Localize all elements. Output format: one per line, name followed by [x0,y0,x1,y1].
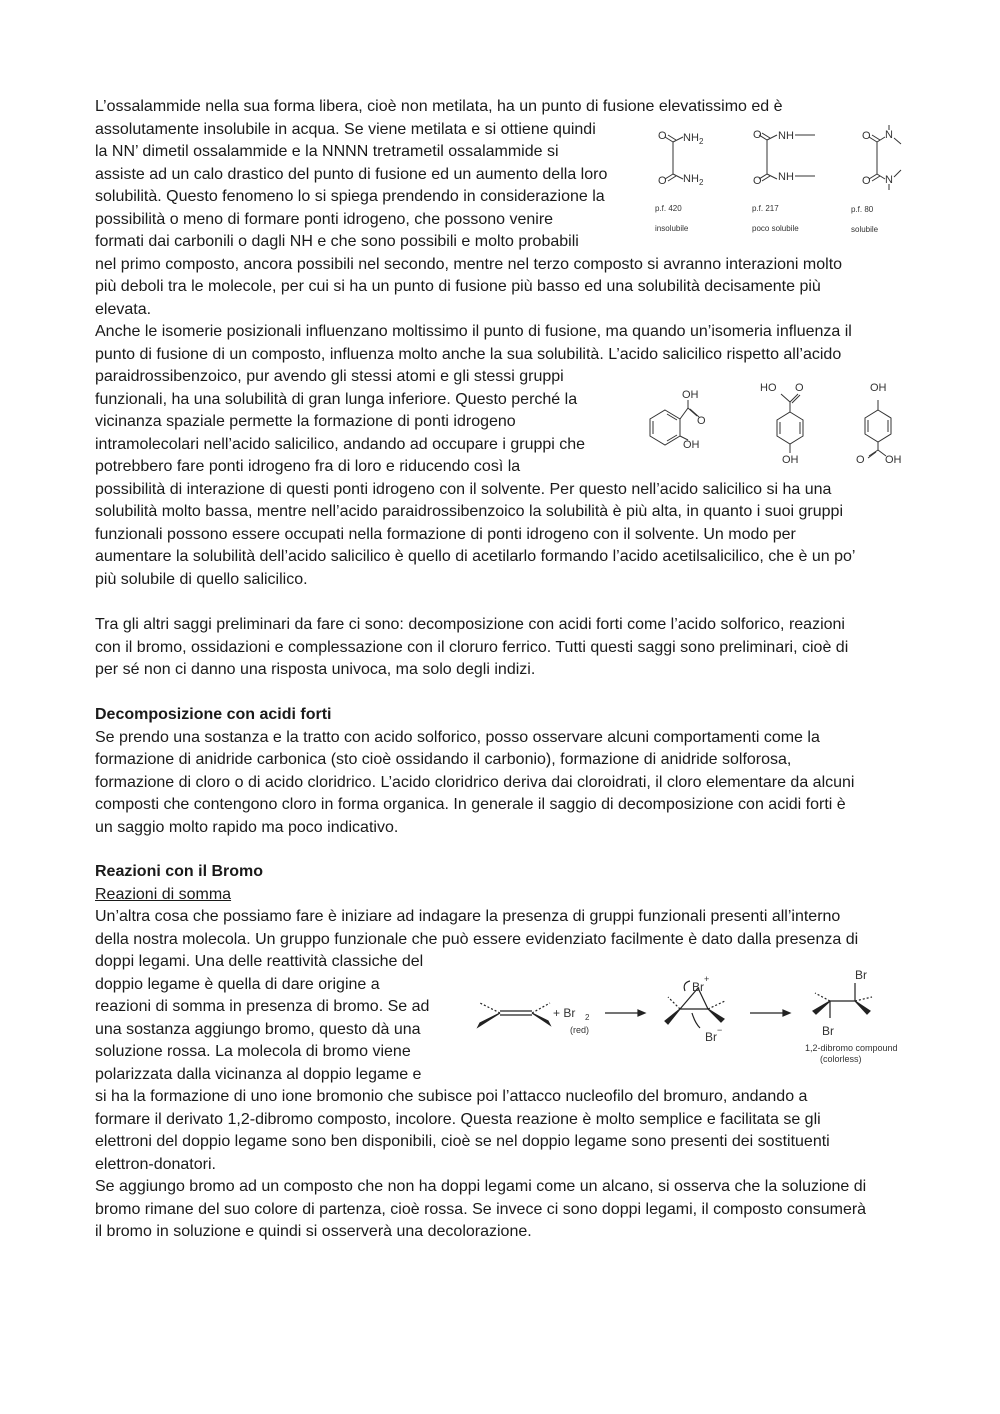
text-line: Anche le isomerie posizionali influenzano moltissimo il punto di fusione, ma quando un’isomeria influenza il [95,323,852,340]
atom-label: O [753,129,762,141]
atom-label: O [862,130,871,142]
text-line: assolutamente insolubile in acqua. Se viene metilata e si ottiene quindi [95,120,596,138]
text-line: formare il derivato 1,2-dibromo composto, incolore. Questa reazione è molto semplice e facilitata se gli [95,1110,821,1128]
atom-label: O [795,382,804,394]
text-line: paraidrossibenzoico, pur avendo gli stessi atomi e gli stessi gruppi [95,368,564,385]
text-line: L’ossalammide nella sua forma libera, cioè non metilata, ha un punto di fusione elevatissimo ed è [95,98,783,115]
text-line: Se aggiungo bromo ad un composto che non ha doppi legami come un alcano, si osserva che la soluzione di [95,1178,867,1195]
text-line: punto di fusione di un composto, influenza molto anche la sua solubilità. L’acido salicilico rispetto all’acido [95,345,842,363]
atom-label: O [862,175,871,187]
text-line: elettron-donatori. [95,1155,216,1173]
text-line: formazione di cloro o di acido cloridrico. L’acido cloridrico deriva dai cloroidrati, il cloro elementare da alcuni [95,773,855,791]
text-line: assiste ad un calo drastico del punto di fusione ed un aumento della loro [95,165,608,183]
atom-label: HO [760,382,777,394]
atom-label: O [856,454,865,466]
melting-point-label: p.f. 217 [752,204,779,213]
atom-label: 2 [699,137,704,146]
atom-label: OH [870,382,887,394]
text-line: doppi legami. Una delle reattività classiche del [95,953,424,970]
atom-label: NH [778,130,794,142]
product-label: 1,2-dibromo compound [805,1043,898,1053]
solubility-label: insolubile [655,224,689,233]
charge-label: + [704,974,710,984]
text-line: formazione di anidride carbonica (sto cioè ossidando il carbonio), formazione di anidride solforosa, [95,751,792,768]
atom-label: O [658,130,667,142]
text-line: composti che contengono cloro in forma organica. In generale il saggio di decomposizione con acidi forti è [95,796,846,813]
text-line: funzionali possono essere occupati nella formazione di ponti idrogeno con il solvente. Un modo per [95,525,796,543]
text-line: funzionali, ha una solubilità di gran lunga inferiore. Questo perché la [95,390,578,408]
text-line: potrebbero fare ponti idrogeno fra di loro e riducendo così la [95,458,521,475]
atom-label: Br [855,968,867,982]
text-line: reazioni di somma in presenza di bromo. Se ad [95,998,430,1015]
text-line: un saggio molto rapido ma poco indicativo. [95,818,399,836]
atom-label: O [658,175,667,187]
text-line: elevata. [95,300,152,318]
text-line: formati dai carbonili o dagli NH e che sono possibili e molto probabili [95,233,579,250]
text-line: elettroni del doppio legame sono ben disponibili, cioè se nel doppio legame sono presenti dei sostituenti [95,1133,830,1150]
atom-label: N [885,174,893,186]
text-line: il bromo in soluzione e quindi si osserverà una decolorazione. [95,1223,532,1240]
text-line: intramolecolari nell’acido salicilico, andando ad occupare i gruppi che [95,435,586,453]
text-line: la NN’ dimetil ossalammide e la NNNN tretrametil ossalammide si [95,143,559,160]
text-line: possibilità o meno di formare ponti idrogeno, che possono venire [95,210,554,228]
atom-label: Br [692,980,704,994]
reagent-label: 2 [585,1013,590,1022]
text-line: più deboli tra le molecole, per cui si ha un punto di fusione più basso ed una solubilità decisamente più [95,278,821,295]
text-line: una sostanza aggiungo bromo, questo dà una [95,1020,421,1038]
atom-label: Br [705,1030,717,1044]
melting-point-label: p.f. 420 [655,204,682,213]
atom-label: N [885,129,893,141]
atom-label: OH [683,439,700,451]
text-line: più solubile di quello salicilico. [95,570,308,588]
solubility-label: solubile [851,225,879,234]
text-line: Se prendo una sostanza e la tratto con acido solforico, posso osservare alcuni comportamenti come la [95,728,820,746]
figure-oxamide-structures [645,122,915,237]
text-line: con il bromo, ossidazioni e complessazione con il cloruro ferrico. Tutti questi saggi sono preliminari, cioè di [95,638,849,656]
atom-label: OH [885,454,902,466]
section-heading-decomposition: Decomposizione con acidi forti [95,706,332,723]
atom-label: OH [682,389,699,401]
text-line: della nostra molecola. Un gruppo funzionale che può essere evidenziato facilmente è dato dalla presenza di [95,930,859,948]
text-line: aumentare la solubilità dell’acido salicilico è quello di acetilarlo formando l’acido acetilsalicilico, che è un po’ [95,548,856,565]
product-color-label: (colorless) [820,1054,862,1064]
text-line: per sé non ci danno una risposta univoca, ma solo degli indizi. [95,661,536,678]
text-line: vicinanza spaziale permette la formazione di ponti idrogeno [95,413,516,430]
text-line: doppio legame è quella di dare origine a [95,975,380,993]
text-line: Tra gli altri saggi preliminari da fare ci sono: decomposizione con acidi forti come l’acido solforico, reazioni [95,616,845,633]
text-line: polarizzata dalla vicinanza al doppio legame e [95,1065,422,1083]
atom-label: O [697,415,706,427]
atom-label: NH [683,173,699,185]
atom-label: O [753,175,762,187]
solubility-label: poco solubile [752,224,799,233]
atom-label: NH [778,171,794,183]
subsection-heading-addition: Reazioni di somma [95,885,232,903]
text-line: soluzione rossa. La molecola di bromo viene [95,1043,411,1060]
atom-label: OH [782,454,799,466]
section-heading-bromine: Reazioni con il Bromo [95,863,264,880]
figure-hydroxybenzoic-acids [640,378,915,468]
figure-bromine-addition [470,953,910,1068]
text-line: Un’altra cosa che possiamo fare è iniziare ad indagare la presenza di gruppi funzionali presenti all’interno [95,908,841,925]
melting-point-label: p.f. 80 [851,205,874,214]
atom-label: Br [822,1024,834,1038]
atom-label: NH [683,132,699,144]
text-line: nel primo composto, ancora possibili nel secondo, mentre nel terzo composto si avranno interazioni molto [95,255,843,273]
reagent-color-label: (red) [570,1025,590,1035]
charge-label: − [717,1025,723,1035]
text-line: solubilità molto bassa, mentre nell’acido paraidrossibenzoico la solubilità è più alta, in quanto i suoi gruppi [95,503,843,520]
text-line: si ha la formazione di uno ione bromonio che subisce poi l’attacco nucleofilo del bromuro, andando a [95,1088,808,1105]
text-line: bromo rimane del suo colore di partenza, cioè rossa. Se invece ci sono doppi legami, il composto consumerà [95,1200,867,1218]
reagent-label: + Br [553,1006,576,1020]
text-line: solubilità. Questo fenomeno lo si spiega prendendo in considerazione la [95,188,605,205]
text-line: possibilità di interazione di questi ponti idrogeno con il solvente. Per questo nell’acido salicilico si ha una [95,480,832,498]
atom-label: 2 [699,178,704,187]
